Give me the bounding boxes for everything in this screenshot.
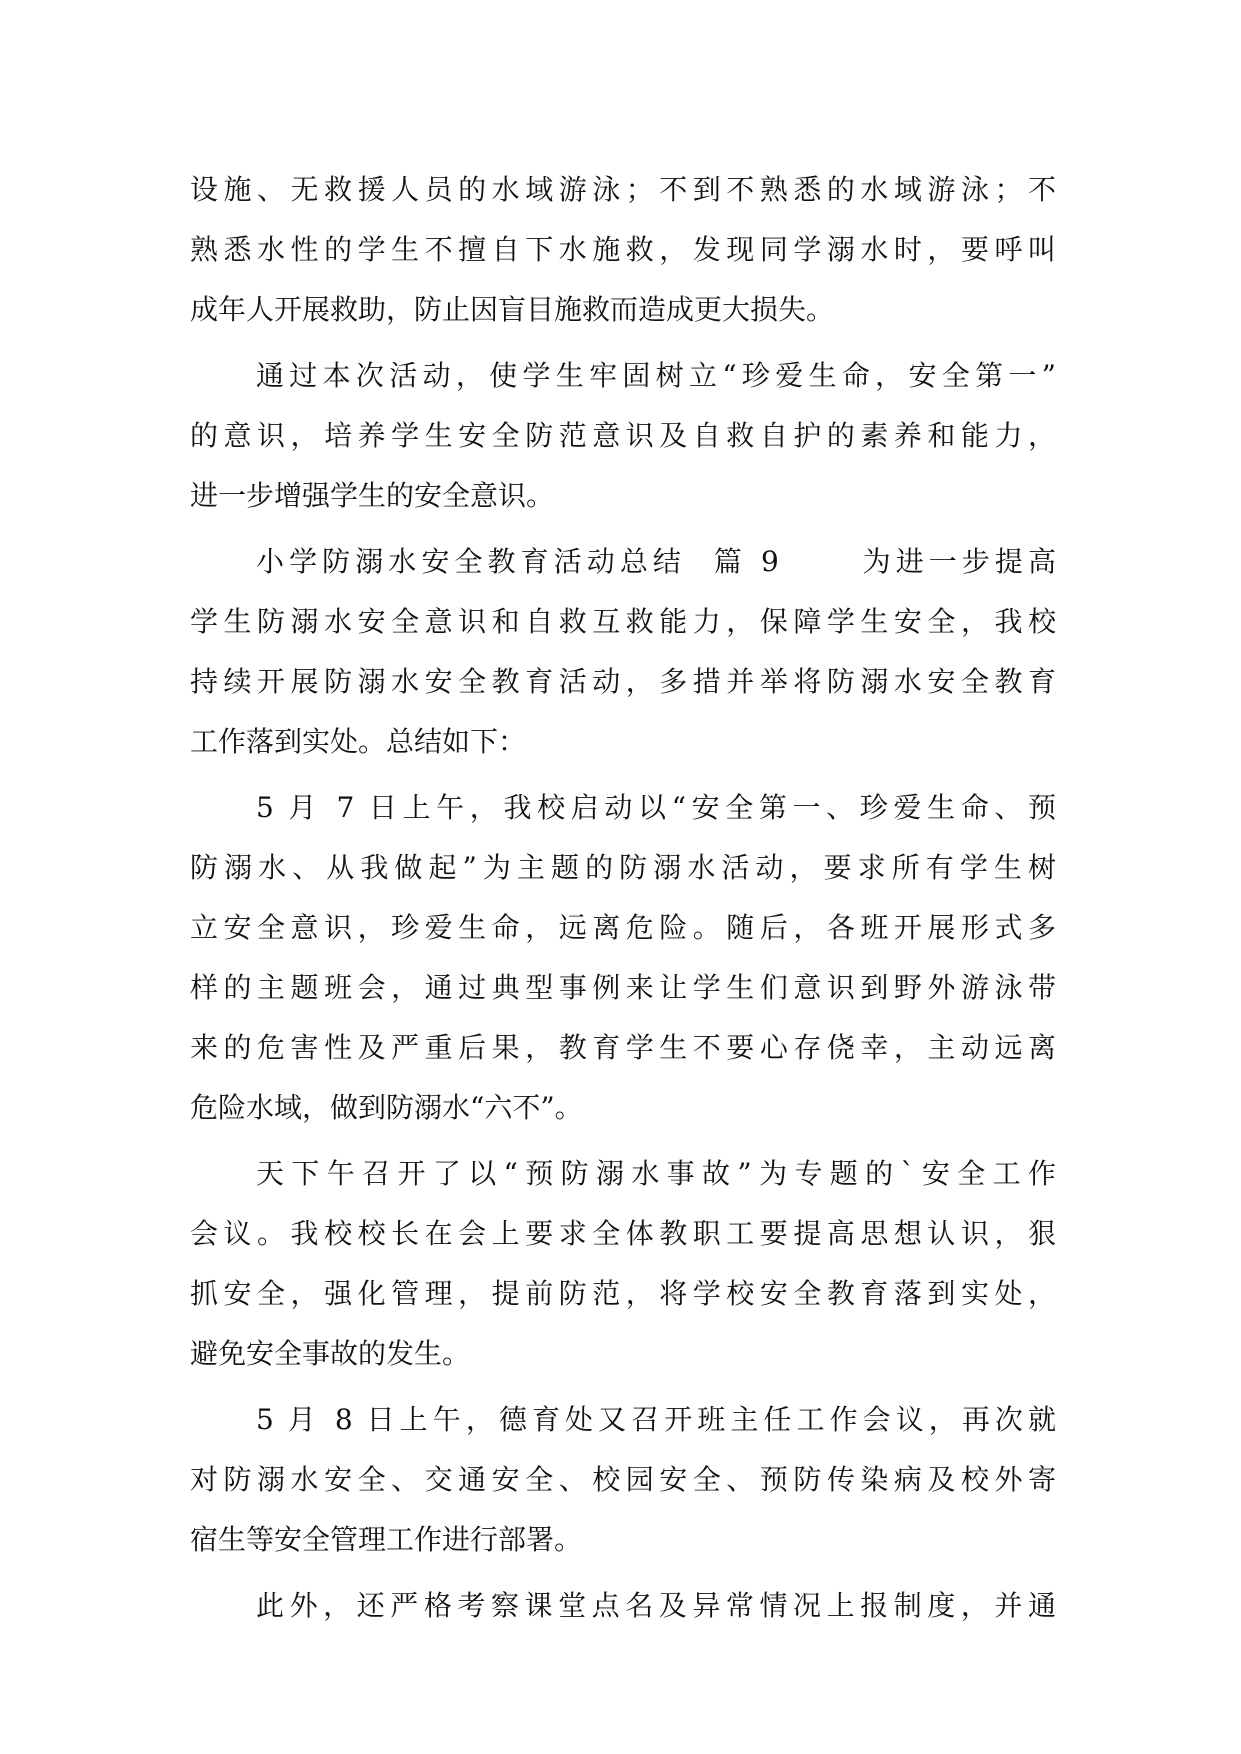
text-line: 天下午召开了以“预防溺水事故”为专题的`安全工作 <box>256 1157 1056 1190</box>
paragraph-4 <box>190 778 1056 1138</box>
text-line: 防溺水、从我做起”为主题的防溺水活动，要求所有学生树 <box>190 851 1056 884</box>
text-line: 5 月 8 日上午，德育处又召开班主任工作会议，再次就 <box>256 1403 1056 1436</box>
paragraph-3 <box>190 532 1056 772</box>
text-line: 学生防溺水安全意识和自救互救能力，保障学生安全，我校 <box>190 605 1056 638</box>
text-line: 熟悉水性的学生不擅自下水施救，发现同学溺水时，要呼叫 <box>190 233 1056 266</box>
text-line: 样的主题班会，通过典型事例来让学生们意识到野外游泳带 <box>190 971 1056 1004</box>
text-line: 来的危害性及严重后果，教育学生不要心存侥幸，主动远离 <box>190 1031 1056 1064</box>
paragraph-5 <box>190 1144 1056 1384</box>
text-line: 立安全意识，珍爱生命，远离危险。随后，各班开展形式多 <box>190 911 1056 944</box>
text-line: 进一步增强学生的安全意识。 <box>190 479 555 512</box>
text-line: 抓安全，强化管理，提前防范，将学校安全教育落到实处， <box>190 1277 1056 1310</box>
text-line: 小学防溺水安全教育活动总结 篇 9 为进一步提高 <box>256 545 1056 578</box>
text-line: 此外，还严格考察课堂点名及异常情况上报制度，并通 <box>256 1589 1056 1622</box>
text-line: 会议。我校校长在会上要求全体教职工要提高思想认识，狠 <box>190 1217 1056 1250</box>
text-line: 5 月 7 日上午，我校启动以“安全第一、珍爱生命、预 <box>256 791 1056 824</box>
text-line: 对防溺水安全、交通安全、校园安全、预防传染病及校外寄 <box>190 1463 1056 1496</box>
text-line: 避免安全事故的发生。 <box>190 1337 471 1370</box>
text-line: 工作落到实处。总结如下： <box>190 725 527 758</box>
text-line: 通过本次活动，使学生牢固树立“珍爱生命，安全第一” <box>256 359 1056 392</box>
text-line: 宿生等安全管理工作进行部署。 <box>190 1523 583 1556</box>
paragraph-1 <box>190 160 1056 340</box>
text-line: 持续开展防溺水安全教育活动，多措并举将防溺水安全教育 <box>190 665 1056 698</box>
text-line: 的意识，培养学生安全防范意识及自救自护的素养和能力， <box>190 419 1056 452</box>
paragraph-2 <box>190 346 1056 526</box>
document-body <box>190 160 1056 1636</box>
text-line: 设施、无救援人员的水域游泳；不到不熟悉的水域游泳；不 <box>190 173 1056 206</box>
text-line: 危险水域，做到防溺水“六不”。 <box>190 1091 583 1124</box>
text-line: 成年人开展救助，防止因盲目施救而造成更大损失。 <box>190 293 835 326</box>
paragraph-6 <box>190 1390 1056 1570</box>
paragraph-7 <box>190 1576 1056 1636</box>
